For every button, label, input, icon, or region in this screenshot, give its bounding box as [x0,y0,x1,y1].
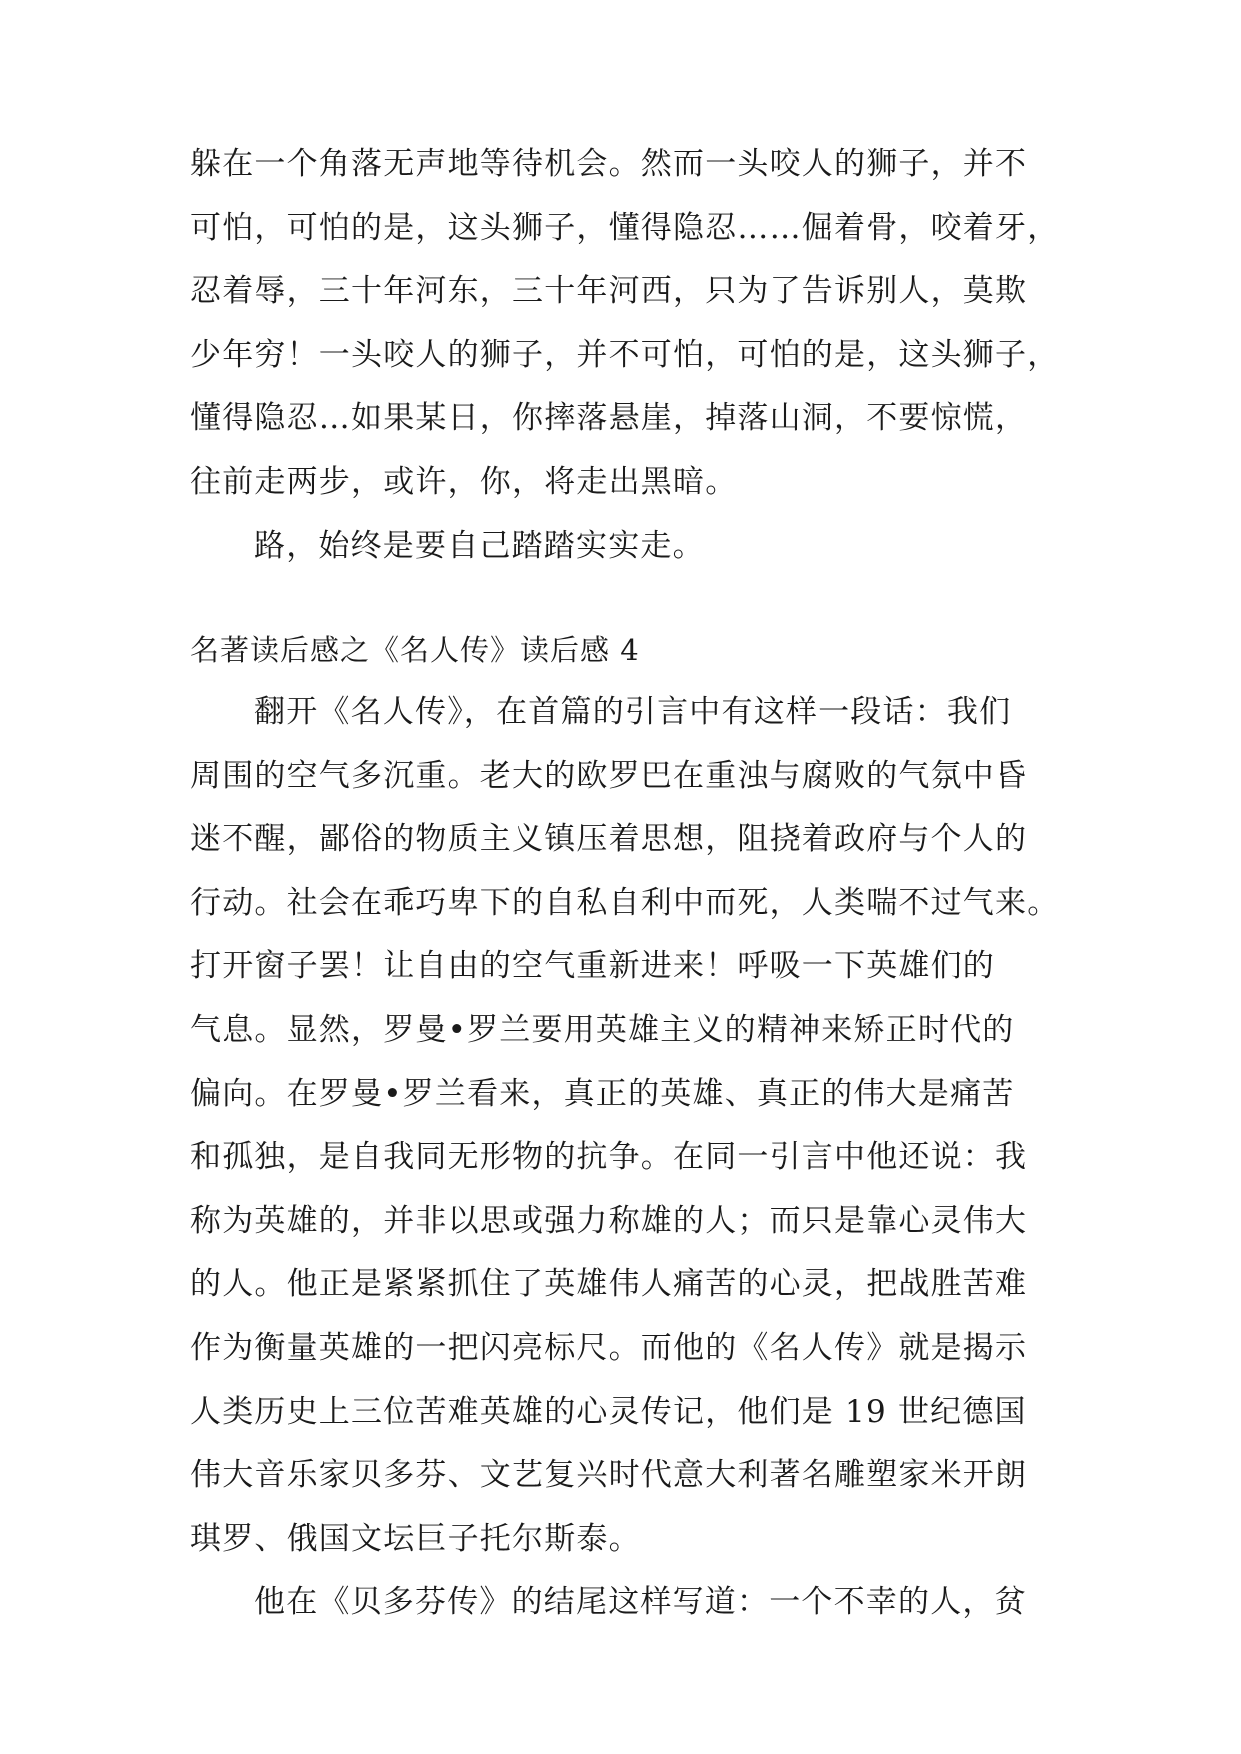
section-heading [190,619,1070,683]
text-line: 伟大音乐家贝多芬、文艺复兴时代意大利著名雕塑家米开朗 [190,1457,1028,1494]
paragraph-biographies [190,681,1070,1635]
text-line: 的人。他正是紧紧抓住了英雄伟人痛苦的心灵，把战胜苦难 [190,1266,1028,1303]
text-line: 懂得隐忍…如果某日，你摔落悬崖，掉落山洞，不要惊慌， [190,400,1028,437]
text-line: 琪罗、俄国文坛巨子托尔斯泰。 [190,1520,641,1557]
text-line: 往前走两步，或许，你，将走出黑暗。 [190,463,738,500]
section-title: 名著读后感之《名人传》读后感 4 [190,633,640,667]
text-line: 称为英雄的，并非以思或强力称雄的人；而只是靠心灵伟大 [190,1202,1028,1239]
text-line: 可怕，可怕的是，这头狮子，懂得隐忍……倔着骨，咬着牙， [190,209,1060,246]
text-line: 翻开《名人传》，在首篇的引言中有这样一段话：我们 [254,694,1012,730]
text-line: 忍着辱，三十年河东，三十年河西，只为了告诉别人，莫欺 [190,273,1028,310]
text-line: 躲在一个角落无声地等待机会。然而一头咬人的狮子，并不 [190,146,1028,182]
text-line: 行动。社会在乖巧卑下的自私自利中而死，人类喘不过气来。 [190,884,1060,921]
text-line: 偏向。在罗曼•罗兰看来，真正的英雄、真正的伟大是痛苦 [190,1075,1015,1112]
text-line: 和孤独，是自我同无形物的抗争。在同一引言中他还说：我 [190,1139,1028,1176]
paragraph-lion [190,133,1070,578]
text-line: 作为衡量英雄的一把闪亮标尺。而他的《名人传》就是揭示 [190,1329,1028,1366]
text-line: 气息。显然，罗曼•罗兰要用英雄主义的精神来矫正时代的 [190,1011,1015,1048]
paragraph-road: 路，始终是要自己踏踏实实走。 [254,527,705,564]
text-line: 迷不醒，鄙俗的物质主义镇压着思想，阻挠着政府与个人的 [190,821,1028,858]
text-line: 少年穷！一头咬人的狮子，并不可怕，可怕的是，这头狮子， [190,336,1060,373]
paragraph-beethoven: 他在《贝多芬传》的结尾这样写道：一个不幸的人，贫 [254,1584,1027,1621]
text-line: 打开窗子罢！让自由的空气重新进来！呼吸一下英雄们的 [190,948,995,985]
text-line: 人类历史上三位苦难英雄的心灵传记，他们是 19 世纪德国 [190,1393,1027,1430]
text-line: 周围的空气多沉重。老大的欧罗巴在重浊与腐败的气氛中昏 [190,757,1028,794]
